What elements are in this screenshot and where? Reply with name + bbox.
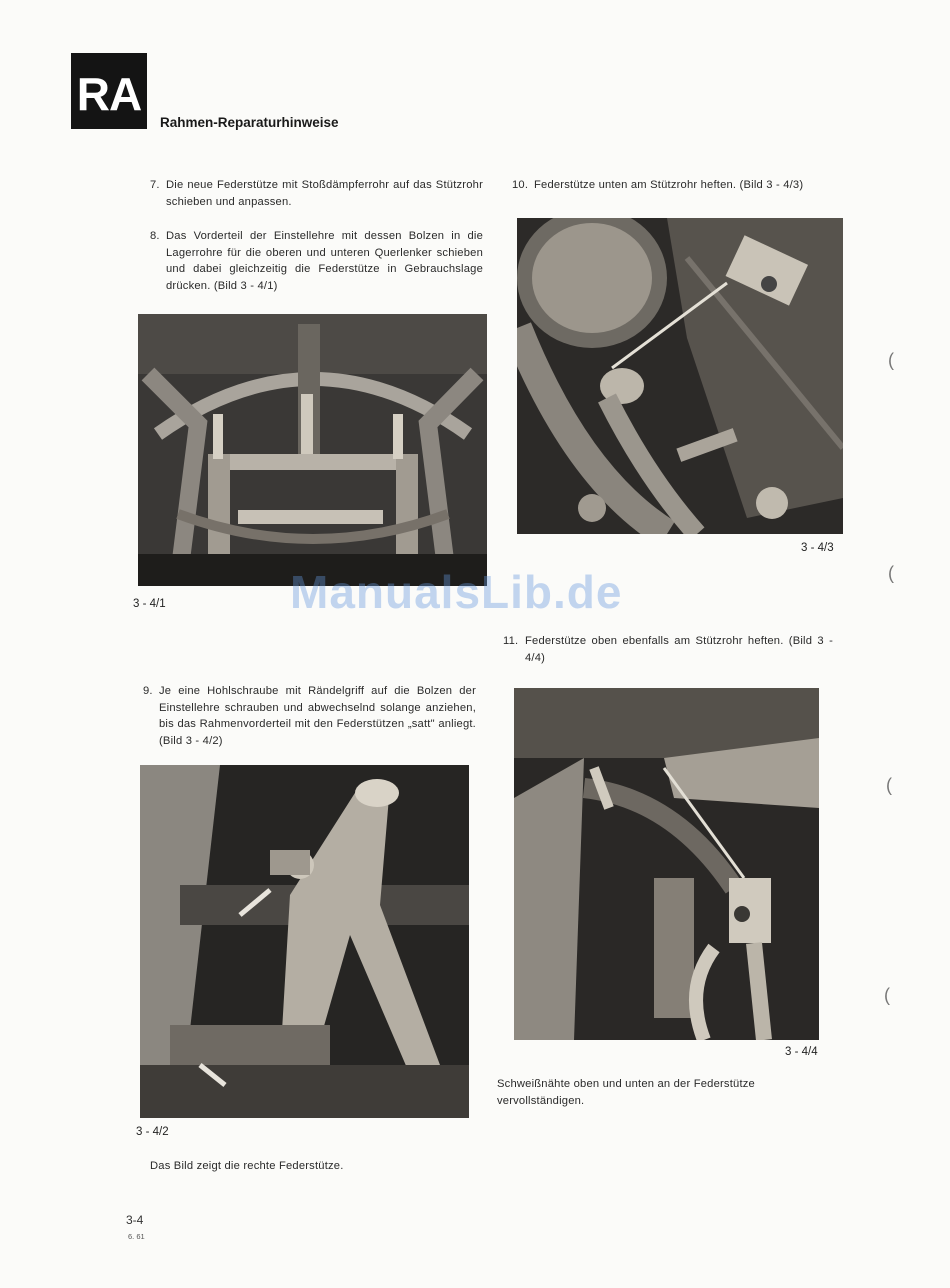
step-text: Das Vorderteil der Einstellehre mit dessen Bolzen in die Lagerrohre für die oberen und unteren Querlenker schieben und dabei gleichzeitig die Federstütze in Gebrauchslage drücken. (Bild 3 - 4/1) xyxy=(166,230,483,292)
step-number: 7. xyxy=(150,179,160,191)
binder-hole-mark: ( xyxy=(888,350,894,370)
step-number: 11. xyxy=(503,635,519,647)
step-11 xyxy=(503,633,833,666)
section-title: Rahmen-Reparaturhinweise xyxy=(160,115,339,130)
binder-hole-mark: ( xyxy=(888,563,894,583)
step-text: Je eine Hohlschraube mit Rändelgriff auf die Bolzen der Einstellehre schrauben und abwechselnd solange anziehen, bis das Rahmenvorderteil mit den Federstützen „satt" anliegt. (Bild 3 - 4/2) xyxy=(159,685,476,747)
page-date: 6. 61 xyxy=(128,1232,145,1241)
step-number: 10. xyxy=(512,179,529,191)
step-text: Federstütze oben ebenfalls am Stützrohr heften. (Bild 3 - 4/4) xyxy=(525,635,833,664)
step-8 xyxy=(150,228,483,294)
step-text: Die neue Federstütze mit Stoßdämpferrohr auf das Stützrohr schieben und anpassen. xyxy=(166,179,483,208)
step-text: Federstütze unten am Stützrohr heften. (Bild 3 - 4/3) xyxy=(534,179,804,191)
step-10 xyxy=(512,177,852,194)
watermark: ManualsLib.de xyxy=(290,566,623,618)
photo-figure-3-4-2 xyxy=(140,765,469,1118)
step-number: 8. xyxy=(150,230,160,242)
figure-label-3-4-3: 3 - 4/3 xyxy=(801,542,834,554)
figure-note-3-4-4: Schweißnähte oben und unten an der Federstütze vervollständigen. xyxy=(497,1078,755,1107)
photo-figure-3-4-4 xyxy=(514,688,819,1040)
step-7 xyxy=(150,177,483,210)
figure-label-3-4-2: 3 - 4/2 xyxy=(136,1126,169,1138)
page-number: 3-4 xyxy=(126,1213,144,1227)
step-9 xyxy=(143,683,476,749)
binder-hole-mark: ( xyxy=(884,985,890,1005)
figure-note-3-4-2: Das Bild zeigt die rechte Federstütze. xyxy=(150,1160,344,1172)
step-number: 9. xyxy=(143,685,153,697)
figure-label-3-4-4: 3 - 4/4 xyxy=(785,1046,818,1058)
figure-label-3-4-1: 3 - 4/1 xyxy=(133,598,166,610)
photo-figure-3-4-1 xyxy=(138,314,487,586)
binder-hole-mark: ( xyxy=(886,775,892,795)
section-badge: RA xyxy=(71,53,147,129)
photo-figure-3-4-3 xyxy=(517,218,843,534)
